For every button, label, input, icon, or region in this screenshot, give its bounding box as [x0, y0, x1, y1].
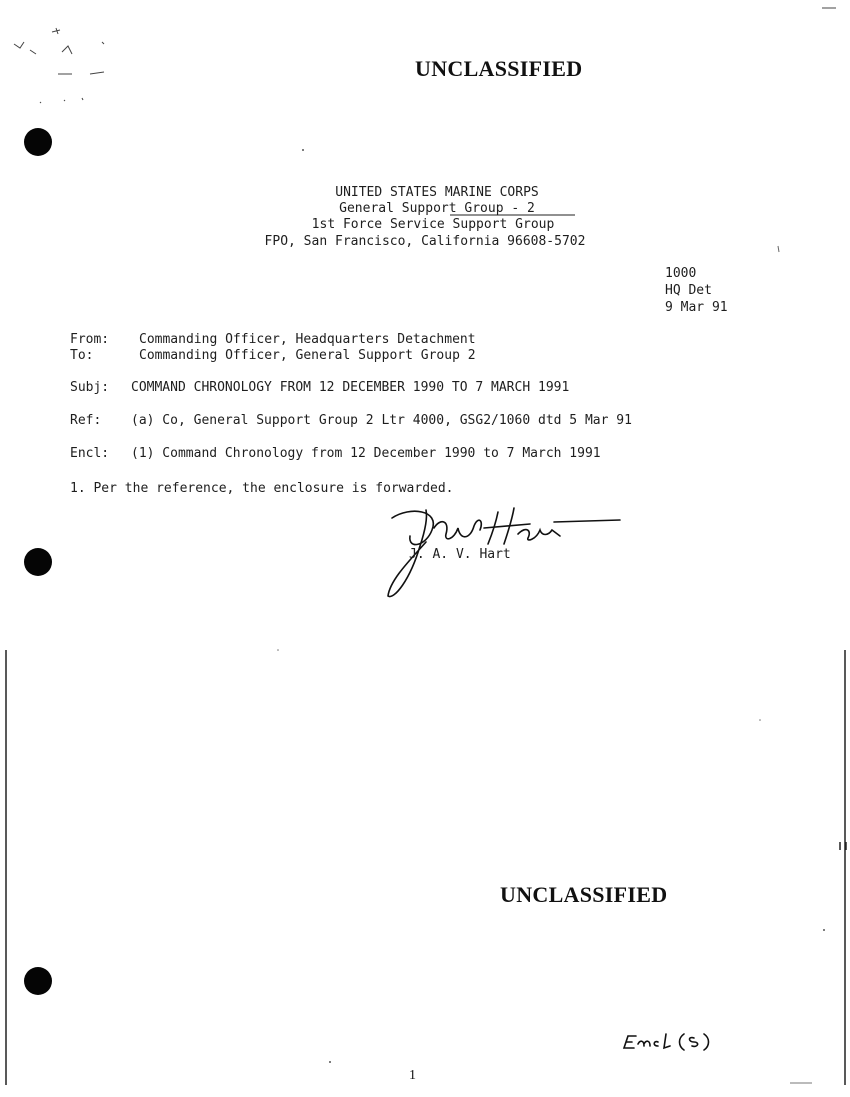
- letterhead-underline: [450, 212, 580, 220]
- signature-typed-name: J. A. V. Hart: [409, 547, 511, 562]
- page-number: 1: [409, 1068, 416, 1083]
- ssic-code: 1000: [665, 266, 697, 281]
- office-code: HQ Det: [665, 283, 712, 298]
- letterhead-line-2: General Support Group - 2: [339, 201, 535, 216]
- classification-top: UNCLASSIFIED: [415, 56, 583, 81]
- reference-label: Ref:: [70, 413, 102, 428]
- letterhead-line-3: 1st Force Service Support Group: [311, 217, 555, 232]
- from-label: From:: [70, 332, 110, 347]
- reference-value: (a) Co, General Support Group 2 Ltr 4000, GSG2/1060 dtd 5 Mar 91: [131, 413, 632, 428]
- enclosure-label: Encl:: [70, 446, 110, 461]
- classification-bottom: UNCLASSIFIED: [500, 882, 668, 907]
- handwritten-note: [622, 1030, 712, 1054]
- enclosure-value: (1) Command Chronology from 12 December 1990 to 7 March 1991: [131, 446, 601, 461]
- letterhead-line-4: FPO, San Francisco, California 96608-5702: [264, 234, 586, 249]
- memo-date: 9 Mar 91: [665, 300, 728, 315]
- subject-value: COMMAND CHRONOLOGY FROM 12 DECEMBER 1990 TO 7 MARCH 1991: [131, 380, 570, 395]
- to-label: To:: [70, 348, 94, 363]
- subject-label: Subj:: [70, 380, 110, 395]
- to-value: Commanding Officer, General Support Group 2: [139, 348, 476, 363]
- letterhead-line-1: UNITED STATES MARINE CORPS: [335, 185, 539, 200]
- body-paragraph-1: 1. Per the reference, the enclosure is forwarded.: [70, 481, 454, 496]
- from-value: Commanding Officer, Headquarters Detachment: [139, 332, 476, 347]
